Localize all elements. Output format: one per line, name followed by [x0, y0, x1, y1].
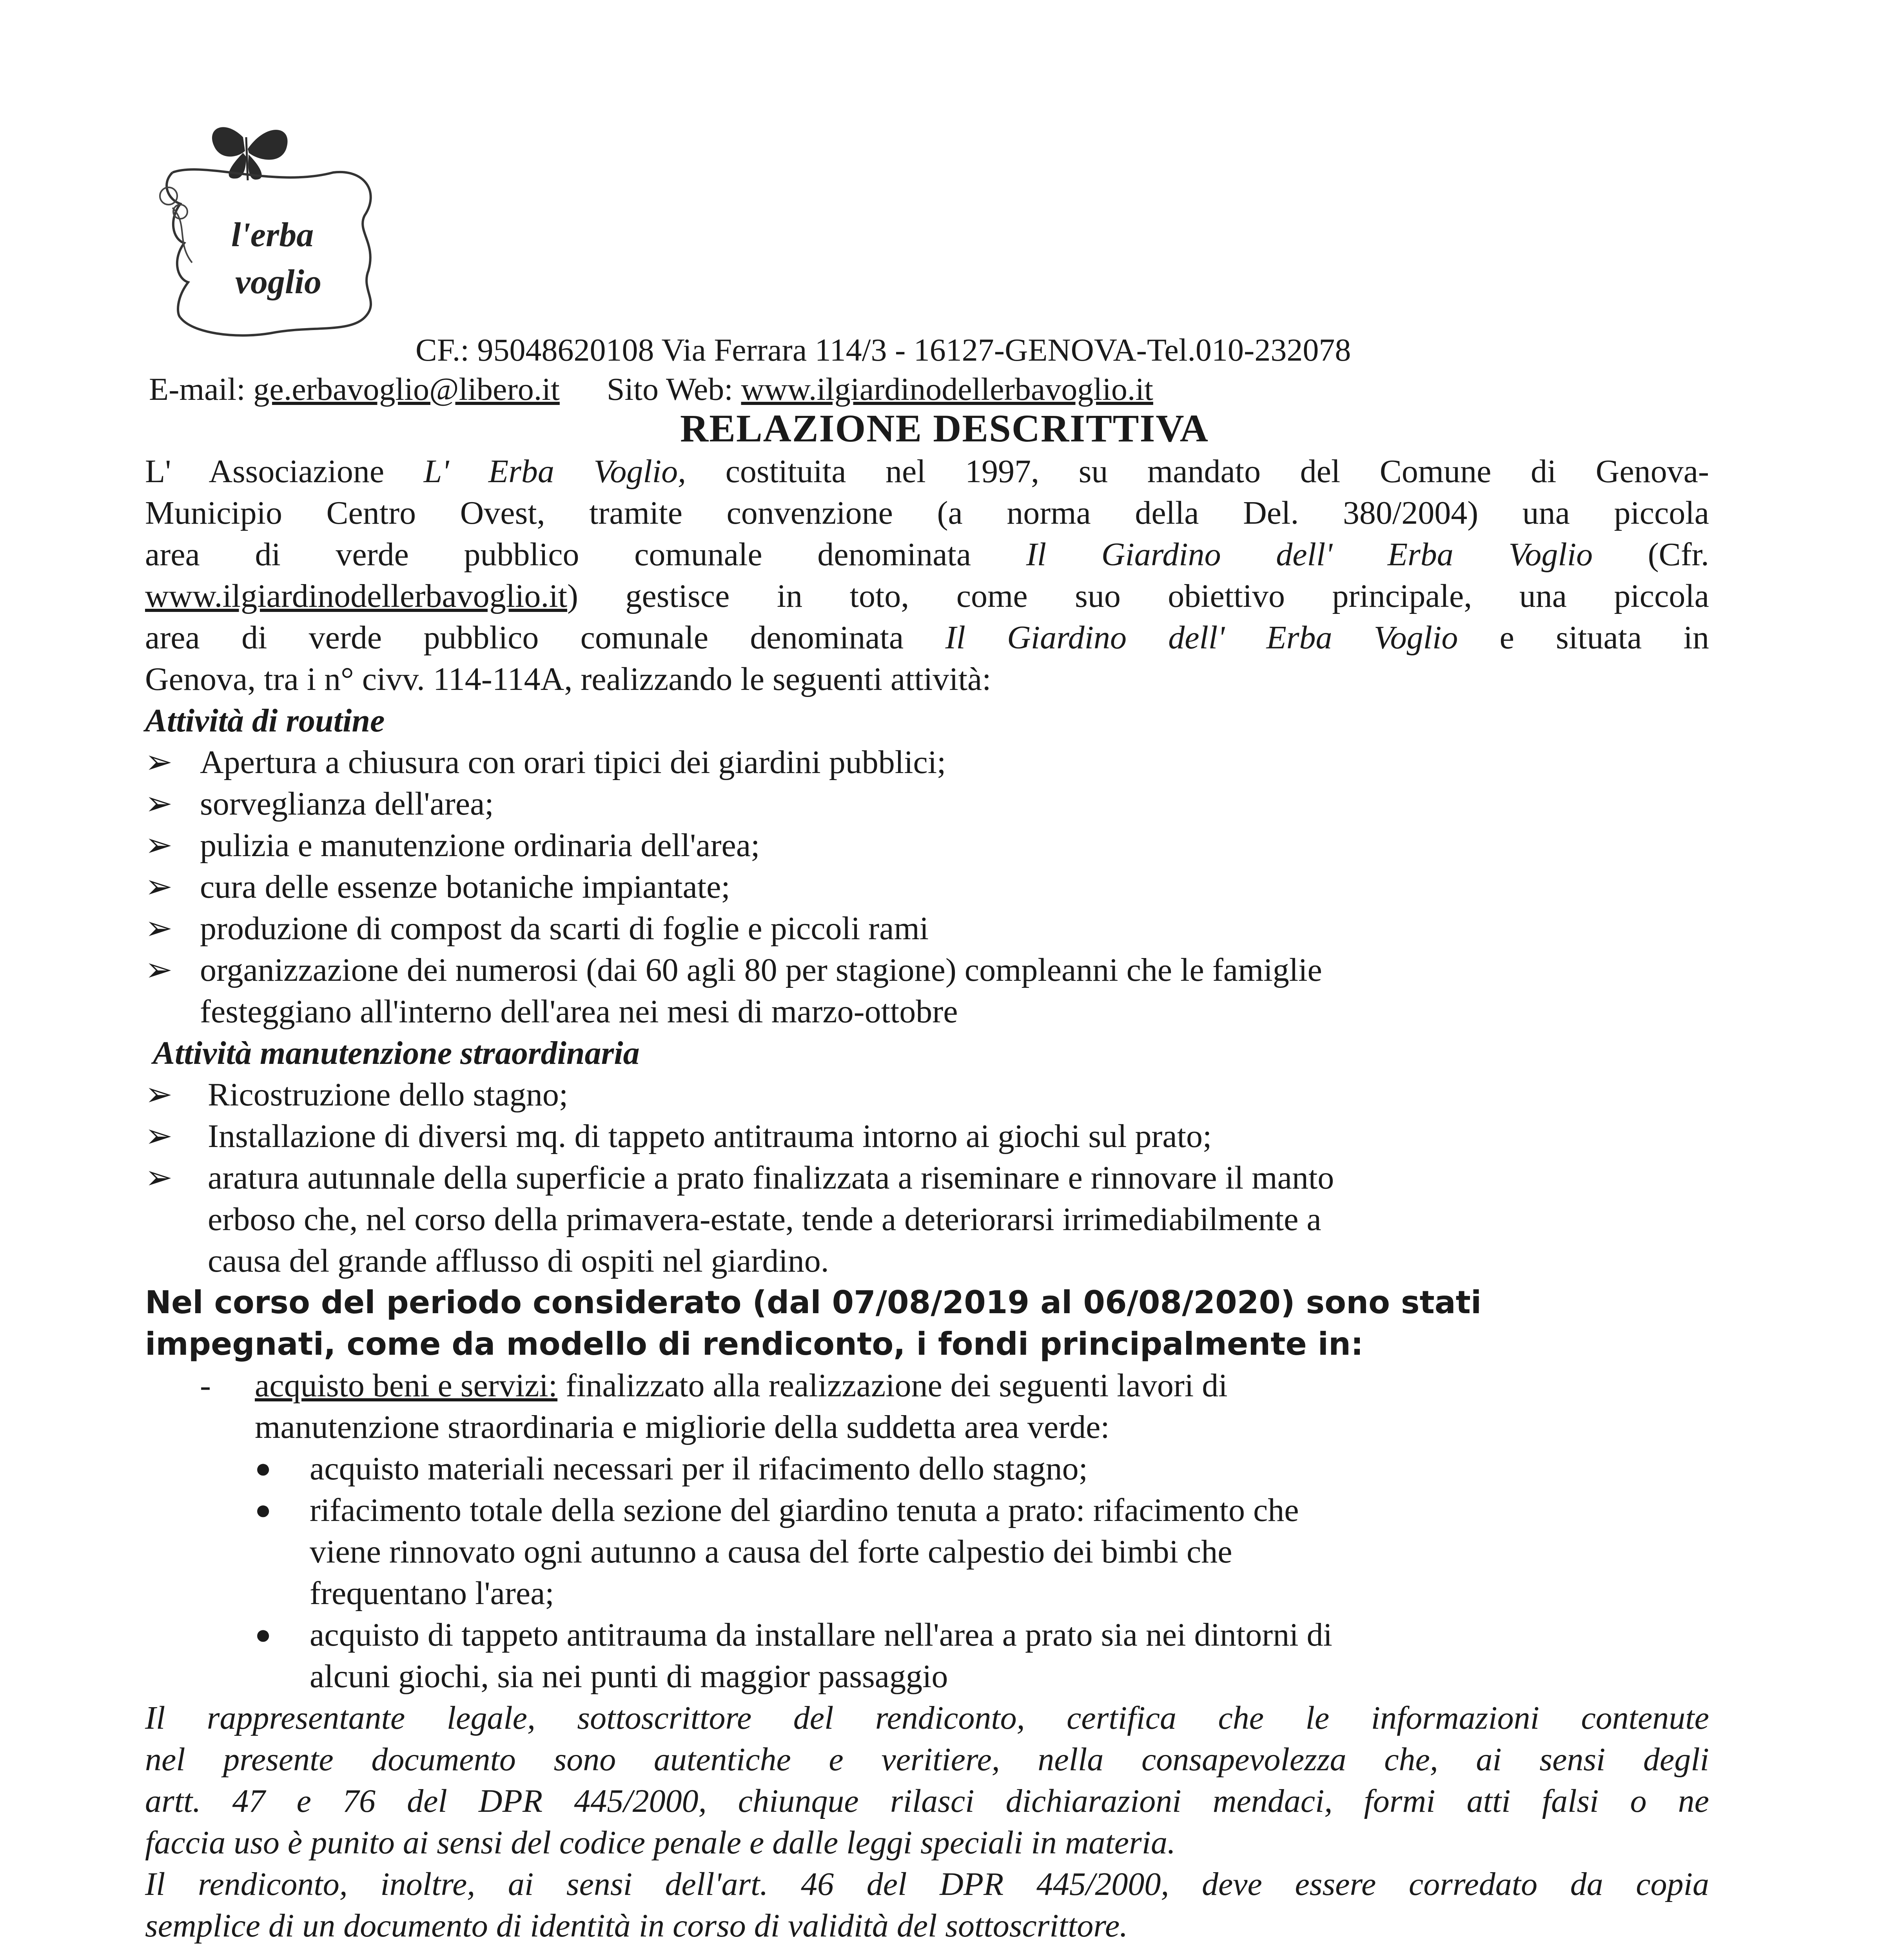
- list-item: [145, 783, 1709, 825]
- certification-paragraph: [145, 1697, 1709, 1947]
- association-name: L' Erba Voglio,: [423, 453, 686, 490]
- intro-line-6: Genova, tra i n° civv. 114-114A, realizzando le seguenti attività:: [145, 661, 991, 697]
- garden-name: Il Giardino dell' Erba Voglio: [945, 619, 1458, 656]
- funds-label: acquisto beni e servizi:: [255, 1367, 558, 1404]
- intro-text: costituita nel 1997, su mandato del Comune di Genova-: [686, 453, 1709, 490]
- list-item-text: rifacimento totale della sezione del giardino tenuta a prato: rifacimento che: [310, 1492, 1299, 1528]
- list-item-text: Ricostruzione dello stagno;: [208, 1076, 568, 1113]
- arrow-bullet-icon: ➢: [145, 786, 173, 822]
- intro-text: ) gestisce in toto, come suo obiettivo principale, una piccola: [567, 578, 1709, 614]
- logo-line-1: l'erba: [231, 216, 314, 254]
- list-item-text: organizzazione dei numerosi (dai 60 agli 80 per stagione) compleanni che le famiglie: [200, 952, 1322, 988]
- funds-text: [255, 1365, 1709, 1406]
- logo-text: [231, 212, 372, 306]
- routine-heading: Attività di routine: [145, 702, 385, 739]
- list-item-text: viene rinnovato ogni autunno a causa del forte calpestio dei bimbi che: [310, 1534, 1232, 1570]
- certification-line: nel presente documento sono autentiche e veritiere, nella consapevolezza che, ai sensi degli: [145, 1741, 1709, 1778]
- certification-line: artt. 47 e 76 del DPR 445/2000, chiunque rilasci dichiarazioni mendaci, formi atti falsi o ne: [145, 1783, 1709, 1819]
- list-item-text: Apertura a chiusura con orari tipici dei giardini pubblici;: [200, 744, 946, 780]
- arrow-bullet-icon: ➢: [145, 827, 173, 864]
- funds-line: finalizzato alla realizzazione dei seguenti lavori di: [557, 1367, 1228, 1404]
- intro-text: area di verde pubblico comunale denominata: [145, 536, 1026, 573]
- list-item-text: Installazione di diversi mq. di tappeto antitrauma intorno ai giochi sul prato;: [208, 1118, 1212, 1154]
- list-item-text: acquisto di tappeto antitrauma da installare nell'area a prato sia nei dintorni di: [310, 1617, 1332, 1653]
- routine-list: [145, 742, 1709, 1033]
- certification-line: semplice di un documento di identità in corso di validità del sottoscrittore.: [145, 1907, 1128, 1944]
- arrow-bullet-icon: ➢: [145, 744, 173, 780]
- list-item-text: produzione di compost da scarti di foglie e piccoli rami: [200, 910, 929, 947]
- list-item-text: sorveglianza dell'area;: [200, 786, 494, 822]
- garden-name: Il Giardino dell' Erba Voglio: [1026, 536, 1593, 573]
- header-contacts: [149, 368, 1153, 410]
- arrow-bullet-icon: ➢: [145, 1118, 173, 1154]
- list-item: [145, 1074, 1709, 1116]
- list-item: [145, 1448, 1709, 1490]
- arrow-bullet-icon: ➢: [145, 910, 173, 947]
- intro-line-5: [145, 617, 1709, 659]
- list-item-text: frequentano l'area;: [310, 1575, 554, 1612]
- list-item: [145, 1614, 1709, 1697]
- web-label: Sito Web:: [606, 371, 741, 407]
- dash-bullet: -: [200, 1367, 211, 1404]
- extraordinary-list: [145, 1074, 1709, 1282]
- certification-line: Il rappresentante legale, sottoscrittore del rendiconto, certifica che le informazioni contenute: [145, 1700, 1709, 1736]
- logo-line-2: voglio: [235, 263, 321, 301]
- arrow-bullet-icon: ➢: [145, 952, 173, 988]
- intro-text: L' Associazione: [145, 453, 424, 490]
- email-link[interactable]: ge.erbavoglio@libero.it: [253, 371, 560, 407]
- period-line-1: Nel corso del periodo considerato (dal 07/08/2019 al 06/08/2020) sono stati: [145, 1284, 1482, 1321]
- email-label: E-mail:: [149, 371, 254, 407]
- list-item: [145, 1157, 1709, 1282]
- list-item: [145, 949, 1709, 1033]
- list-item: [145, 1490, 1709, 1614]
- funds-list: [145, 1448, 1709, 1697]
- document-body: [145, 451, 1709, 1947]
- list-item: [145, 742, 1709, 783]
- intro-line-4: [145, 575, 1709, 617]
- list-item-text: aratura autunnale della superficie a prato finalizzata a riseminare e rinnovare il manto: [208, 1160, 1334, 1196]
- certification-line: Il rendiconto, inoltre, ai sensi dell'art. 46 del DPR 445/2000, deve essere corredato da copia: [145, 1866, 1709, 1902]
- funds-line-2: manutenzione straordinaria e migliorie della suddetta area verde:: [255, 1409, 1110, 1445]
- intro-line-2: Municipio Centro Ovest, tramite convenzione (a norma della Del. 380/2004) una piccola: [145, 495, 1709, 531]
- intro-text: area di verde pubblico comunale denominata: [145, 619, 945, 656]
- dot-bullet-icon: ●: [255, 1454, 272, 1484]
- extraordinary-heading: Attività manutenzione straordinaria: [153, 1035, 640, 1071]
- document-title: RELAZIONE DESCRITTIVA: [680, 407, 1209, 450]
- intro-line-1: [145, 451, 1709, 492]
- list-item-text: cura delle essenze botaniche impiantate;: [200, 869, 730, 905]
- dot-bullet-icon: ●: [255, 1495, 272, 1525]
- list-item: [145, 825, 1709, 866]
- arrow-bullet-icon: ➢: [145, 869, 173, 905]
- arrow-bullet-icon: ➢: [145, 1160, 173, 1196]
- certification-line: faccia uso è punito ai sensi del codice penale e dalle leggi speciali in materia.: [145, 1824, 1176, 1861]
- funds-item: [145, 1365, 1709, 1448]
- list-item: [145, 908, 1709, 949]
- list-item-text: festeggiano all'interno dell'area nei mesi di marzo-ottobre: [200, 993, 958, 1030]
- website-link-inline[interactable]: www.ilgiardinodellerbavoglio.it: [145, 578, 567, 614]
- website-link[interactable]: www.ilgiardinodellerbavoglio.it: [741, 371, 1153, 407]
- list-item-text: pulizia e manutenzione ordinaria dell'area;: [200, 827, 760, 864]
- dot-bullet-icon: ●: [255, 1620, 272, 1650]
- list-item: [145, 866, 1709, 908]
- intro-line-3: [145, 534, 1709, 575]
- list-item-text: causa del grande afflusso di ospiti nel giardino.: [208, 1243, 829, 1279]
- list-item-text: acquisto materiali necessari per il rifacimento dello stagno;: [310, 1450, 1088, 1487]
- arrow-bullet-icon: ➢: [145, 1076, 173, 1113]
- list-item-text: erboso che, nel corso della primavera-estate, tende a deteriorarsi irrimediabilmente a: [208, 1201, 1321, 1238]
- list-item-text: alcuni giochi, sia nei punti di maggior passaggio: [310, 1658, 948, 1695]
- header-fiscal-address: CF.: 95048620108 Via Ferrara 114/3 - 16127-GENOVA-Tel.010-232078: [416, 332, 1351, 368]
- period-line-2: impegnati, come da modello di rendiconto, i fondi principalmente in:: [145, 1326, 1363, 1362]
- intro-text: e situata in: [1458, 619, 1709, 656]
- list-item: [145, 1116, 1709, 1157]
- intro-text: (Cfr.: [1593, 536, 1709, 573]
